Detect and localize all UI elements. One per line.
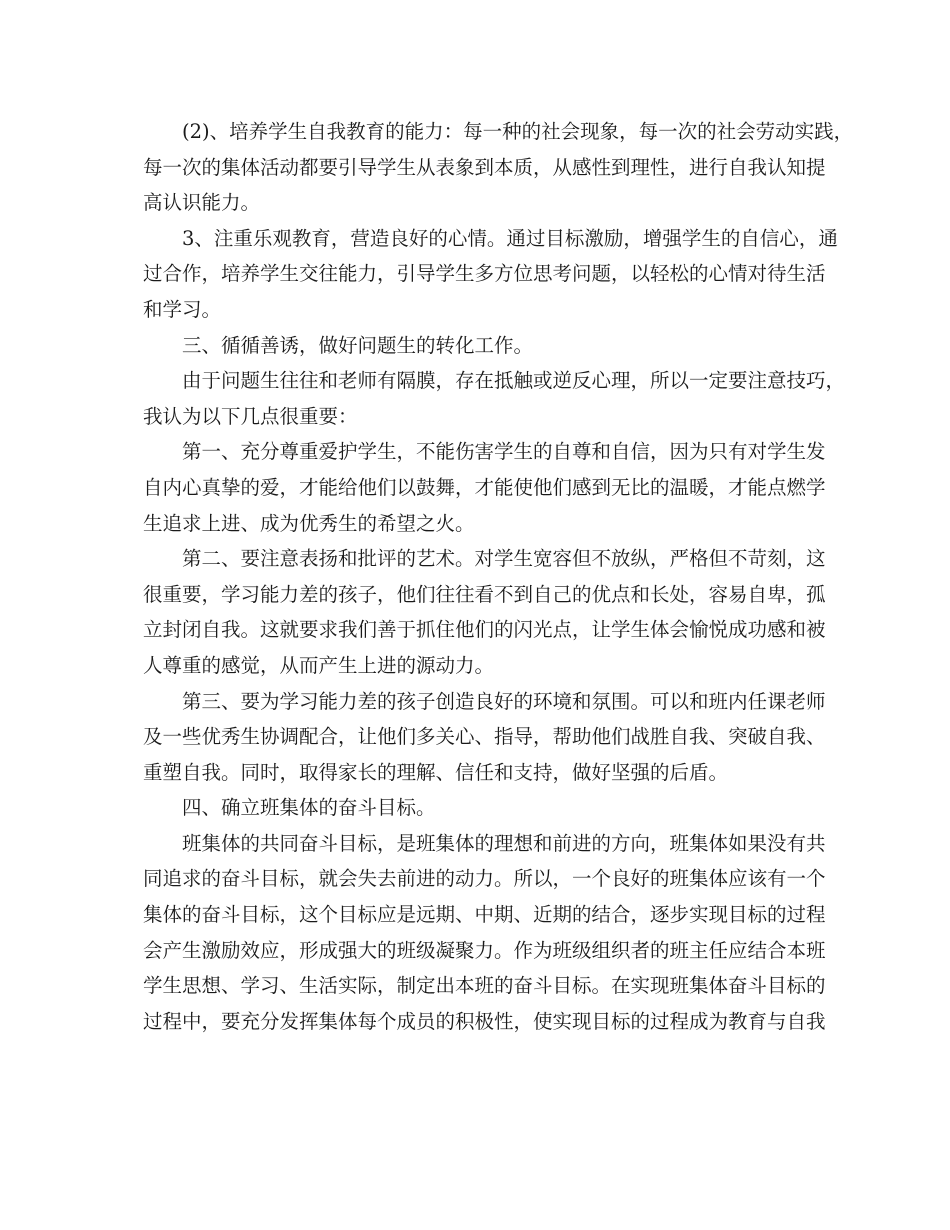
text-line: 第二、要注意表扬和批评的艺术。对学生宽容但不放纵，严格但不苛刻，这 <box>182 547 826 571</box>
text-line: 第一、充分尊重爱护学生，不能伤害学生的自尊和自信，因为只有对学生发 <box>182 440 826 464</box>
text-line: 过合作，培养学生交往能力，引导学生多方位思考问题，以轻松的心情对待生活 <box>143 262 826 286</box>
text-line: 生追求上进、成为优秀生的希望之火。 <box>143 511 475 535</box>
text-line: 3、注重乐观教育，营造良好的心情。通过目标激励，增强学生的自信心，通 <box>182 226 838 250</box>
document-body <box>143 114 854 1039</box>
text-line: 自内心真挚的爱，才能给他们以鼓舞，才能使他们感到无比的温暖，才能点燃学 <box>143 475 826 499</box>
text-line: 过程中，要充分发挥集体每个成员的积极性，使实现目标的过程成为教育与自我 <box>143 1009 826 1033</box>
text-line: 每一次的集体活动都要引导学生从表象到本质，从感性到理性，进行自我认知提 <box>143 155 826 179</box>
text-line: 人尊重的感觉，从而产生上进的源动力。 <box>143 653 495 677</box>
text-line: 由于问题生往往和老师有隔膜，存在抵触或逆反心理，所以一定要注意技巧， <box>182 369 846 393</box>
text-line: 集体的奋斗目标，这个目标应是远期、中期、近期的结合，逐步实现目标的过程 <box>143 903 826 927</box>
text-line: 同追求的奋斗目标，就会失去前进的动力。所以，一个良好的班集体应该有一个 <box>143 867 826 891</box>
text-line: (2)、培养学生自我教育的能力：每一种的社会现象，每一次的社会劳动实践， <box>182 120 854 143</box>
text-line: 会产生激励效应，形成强大的班级凝聚力。作为班级组织者的班主任应结合本班 <box>143 938 826 962</box>
text-line: 重塑自我。同时，取得家长的理解、信任和支持，做好坚强的后盾。 <box>143 760 729 784</box>
text-line: 及一些优秀生协调配合，让他们多关心、指导，帮助他们战胜自我、突破自我、 <box>143 725 826 749</box>
text-line: 我认为以下几点很重要： <box>143 404 358 428</box>
text-line: 第三、要为学习能力差的孩子创造良好的环境和氛围。可以和班内任课老师 <box>182 689 826 713</box>
text-line: 班集体的共同奋斗目标，是班集体的理想和前进的方向，班集体如果没有共 <box>182 831 826 855</box>
text-line: 很重要，学习能力差的孩子，他们往往看不到自己的优点和长处，容易自卑，孤 <box>143 582 826 606</box>
text-line: 三、循循善诱，做好问题生的转化工作。 <box>182 333 534 357</box>
text-line: 和学习。 <box>143 297 222 321</box>
text-line: 立封闭自我。这就要求我们善于抓住他们的闪光点，让学生体会愉悦成功感和被 <box>143 618 826 642</box>
text-line: 四、确立班集体的奋斗目标。 <box>182 796 436 820</box>
text-line: 学生思想、学习、生活实际，制定出本班的奋斗目标。在实现班集体奋斗目标的 <box>143 974 826 998</box>
text-line: 高认识能力。 <box>143 191 261 215</box>
